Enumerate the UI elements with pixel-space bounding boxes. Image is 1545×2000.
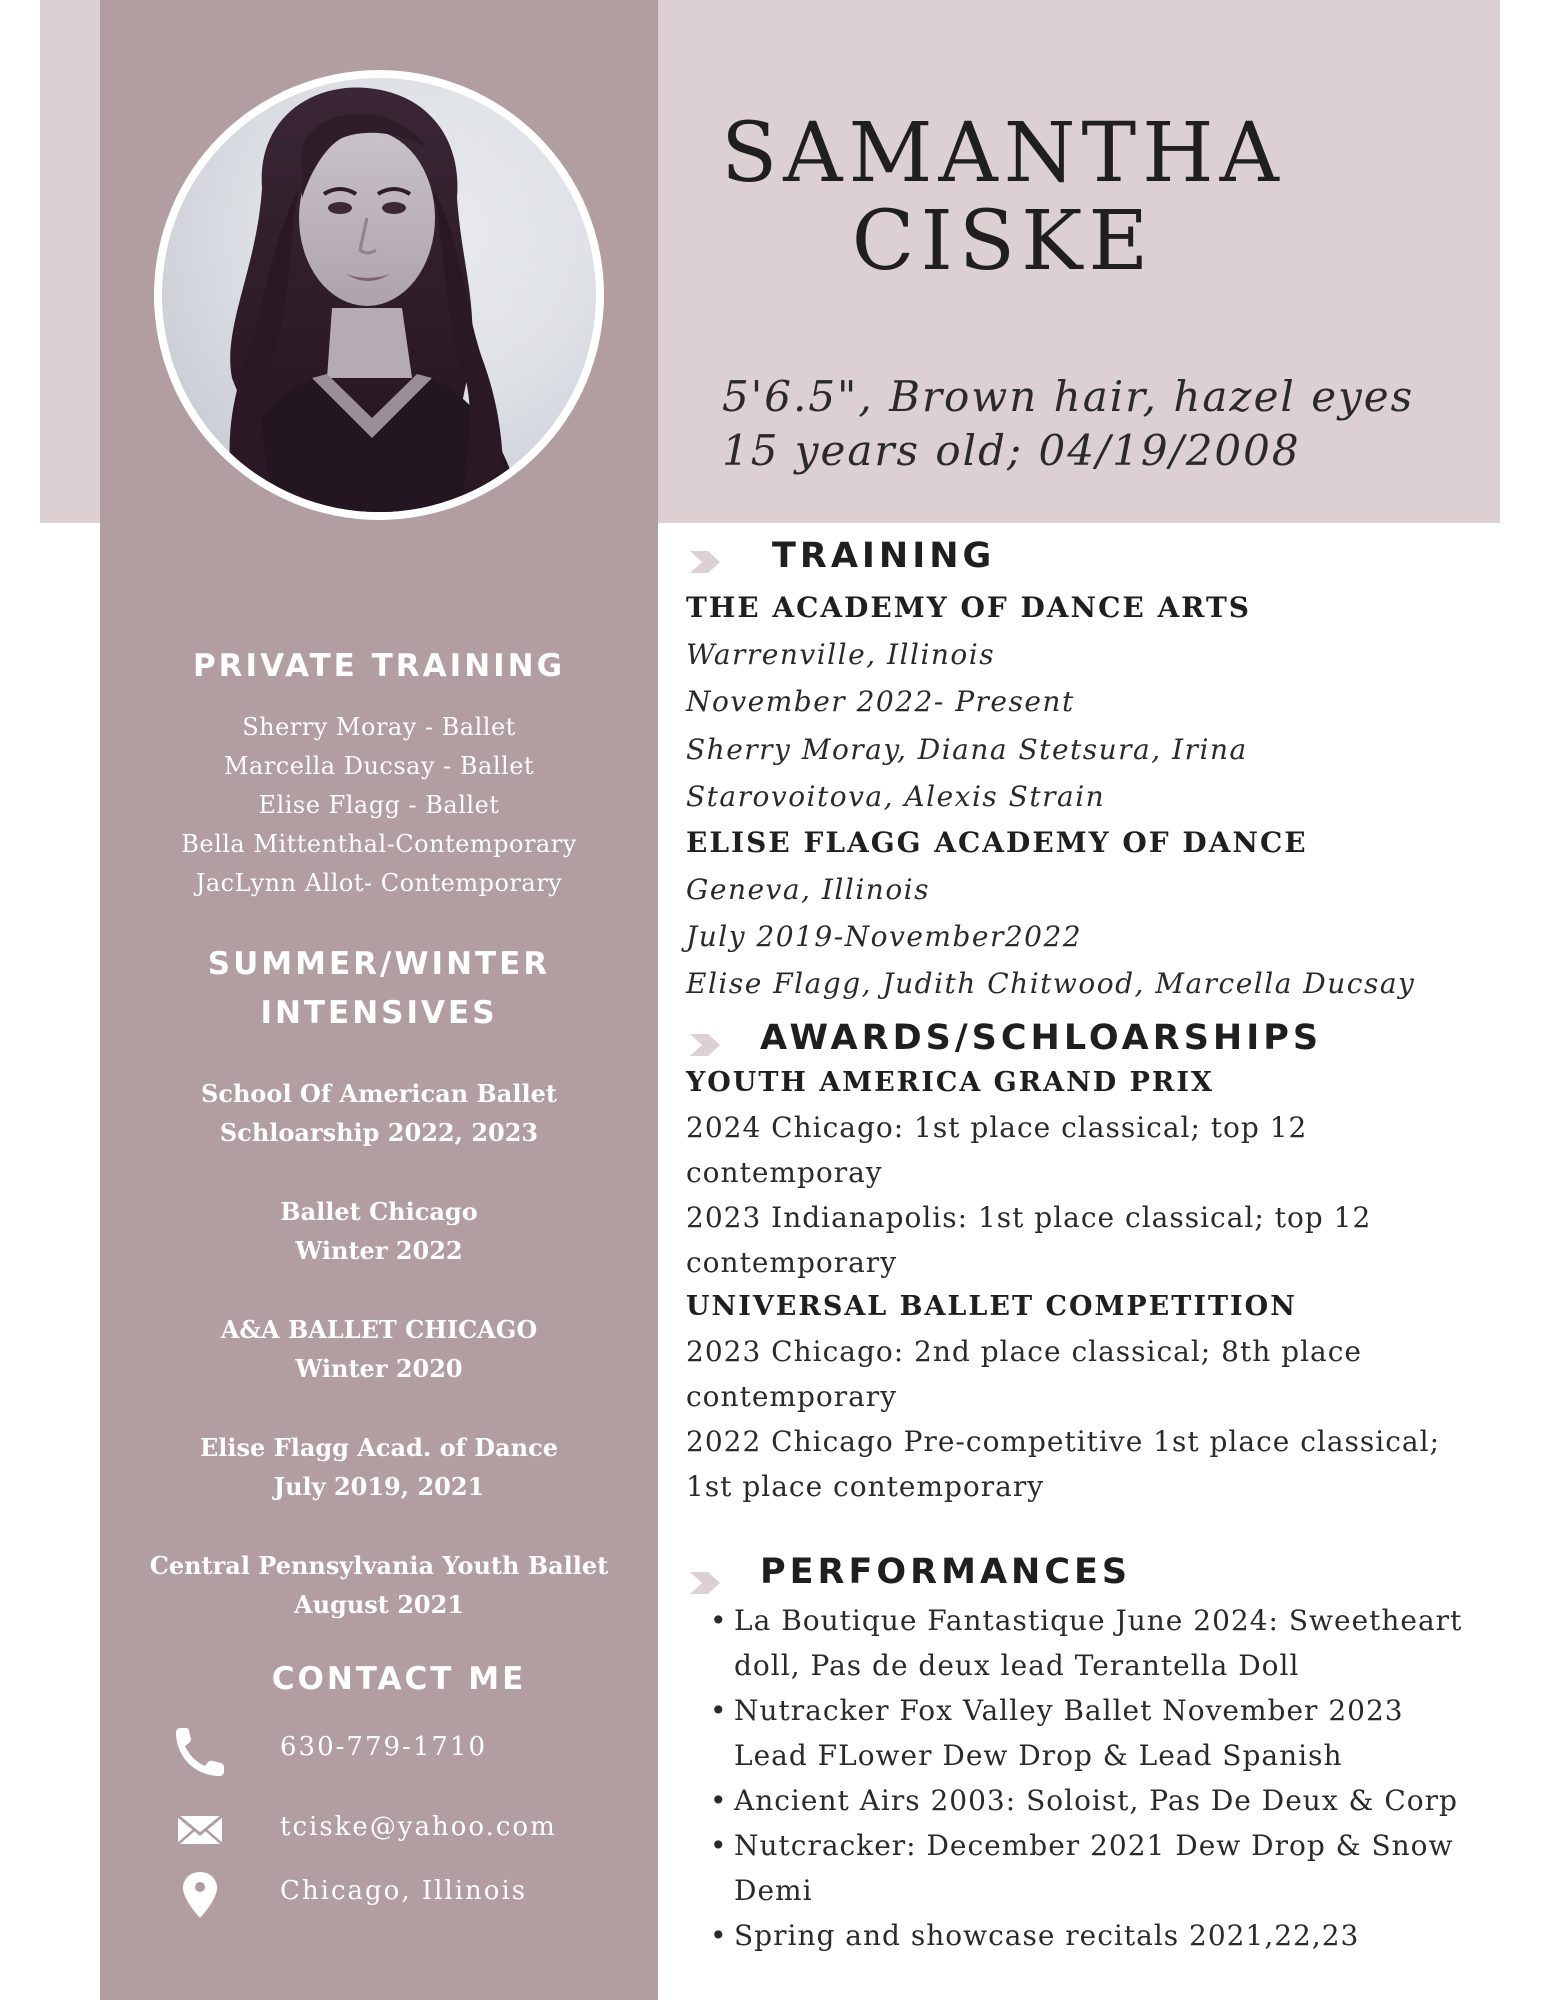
phone-number[interactable]: 630-779-1710: [280, 1732, 487, 1762]
phone-icon: [170, 1726, 230, 1776]
awards-title: AWARDS/SCHLOARSHIPS: [760, 1018, 1323, 1058]
list-item: Bella Mittenthal-Contemporary: [181, 830, 577, 858]
list-item: [710, 1688, 1480, 1778]
list-item: [710, 1823, 1480, 1913]
intensive-date: Winter 2020: [295, 1354, 463, 1383]
contact-phone[interactable]: [170, 1726, 650, 1776]
school-teachers: Elise Flagg, Judith Chitwood, Marcella Ducsay: [686, 967, 1416, 1000]
intensive-item: [100, 1428, 658, 1506]
award-line: contemporary: [686, 1246, 898, 1279]
performance-line: • La Boutique Fantastique June 2024: Sweetheart: [734, 1604, 1463, 1637]
school-teachers: Sherry Moray, Diana Stetsura, Irina: [686, 733, 1248, 766]
intensive-item: [100, 1074, 658, 1152]
school-location: Geneva, Illinois: [686, 873, 930, 906]
intensive-item: [100, 1546, 658, 1624]
list-item: Elise Flagg - Ballet: [258, 791, 500, 819]
school-location: Warrenville, Illinois: [686, 638, 996, 671]
list-item: Sherry Moray - Ballet: [242, 713, 516, 741]
list-item: Marcella Ducsay - Ballet: [223, 752, 535, 780]
intensive-name: Ballet Chicago: [280, 1197, 478, 1226]
contact-location: [170, 1870, 650, 1920]
contact-title: CONTACT ME: [271, 1661, 527, 1697]
intensives-title: [100, 940, 658, 1038]
performance-line: • Nutcracker: December 2021 Dew Drop & Snow: [734, 1829, 1454, 1862]
intensive-date: Schloarship 2022, 2023: [219, 1118, 539, 1147]
intensives-title-line1: SUMMER/WINTER: [207, 946, 551, 982]
competition-name: YOUTH AMERICA GRAND PRIX: [686, 1067, 1214, 1098]
award-line: contemporay: [686, 1156, 883, 1189]
competition-name: UNIVERSAL BALLET COMPETITION: [686, 1291, 1297, 1322]
award-line: 2023 Chicago: 2nd place classical; 8th place: [686, 1335, 1362, 1368]
performances-list: [710, 1598, 1480, 1958]
intensive-name: Central Pennsylvania Youth Ballet: [149, 1551, 609, 1580]
chevron-arrow-icon: [688, 1030, 728, 1060]
list-item: JacLynn Allot- Contemporary: [195, 869, 563, 897]
envelope-icon: [170, 1806, 230, 1856]
intensives-title-line2: INTENSIVES: [260, 995, 498, 1031]
performance-line: doll, Pas de deux lead Terantella Doll: [734, 1649, 1300, 1682]
private-training-title: PRIVATE TRAINING: [192, 648, 566, 684]
contact-email[interactable]: [170, 1806, 650, 1856]
award-line: 1st place contemporary: [686, 1470, 1045, 1503]
school-dates: July 2019-November2022: [686, 920, 1083, 953]
performance-line: • Ancient Airs 2003: Soloist, Pas De Deux & Corp: [734, 1784, 1458, 1817]
chevron-arrow-icon: [688, 1568, 728, 1598]
list-item: [710, 1778, 1480, 1823]
chevron-arrow-icon: [688, 547, 728, 577]
school-name: THE ACADEMY OF DANCE ARTS: [686, 591, 1252, 624]
list-item: [710, 1913, 1480, 1958]
award-line: 2024 Chicago: 1st place classical; top 12: [686, 1111, 1308, 1144]
map-pin-icon: [170, 1870, 230, 1920]
school-dates: November 2022- Present: [686, 685, 1075, 718]
award-line: 2023 Indianapolis: 1st place classical; top 12: [686, 1201, 1372, 1234]
school-teachers-cont: Starovoitova, Alexis Strain: [686, 780, 1106, 813]
performance-line: • Spring and showcase recitals 2021,22,23: [734, 1919, 1360, 1952]
intensive-name: A&A BALLET CHICAGO: [220, 1315, 538, 1344]
intensive-item: [100, 1310, 658, 1388]
location-text: Chicago, Illinois: [280, 1876, 528, 1906]
performance-line: • Nutracker Fox Valley Ballet November 2023: [734, 1694, 1404, 1727]
private-training-list: [100, 708, 658, 903]
intensive-date: July 2019, 2021: [273, 1472, 485, 1501]
intensive-date: Winter 2022: [295, 1236, 463, 1265]
award-line: 2022 Chicago Pre-competitive 1st place classical;: [686, 1425, 1441, 1458]
email-address[interactable]: tciske@yahoo.com: [280, 1812, 557, 1842]
first-name: SAMANTHA: [721, 106, 1285, 201]
performances-title: PERFORMANCES: [760, 1552, 1132, 1592]
award-line: contemporary: [686, 1380, 898, 1413]
profile-photo: [162, 78, 596, 512]
list-item: [710, 1598, 1480, 1688]
training-title: TRAINING: [772, 536, 996, 576]
intensive-date: August 2021: [293, 1590, 465, 1619]
full-name: [658, 106, 1348, 289]
performance-line: Demi: [734, 1874, 813, 1907]
portrait-illustration: [162, 78, 596, 512]
intensive-item: [100, 1192, 658, 1270]
intensive-name: School Of American Ballet: [201, 1079, 557, 1108]
stats-line-physical: 5'6.5", Brown hair, hazel eyes: [722, 372, 1415, 421]
intensive-name: Elise Flagg Acad. of Dance: [200, 1433, 558, 1462]
school-name: ELISE FLAGG ACADEMY OF DANCE: [686, 826, 1308, 859]
stats-line-age: 15 years old; 04/19/2008: [722, 426, 1301, 475]
last-name: CISKE: [851, 194, 1155, 289]
personal-stats: [722, 370, 1482, 478]
performance-line: Lead FLower Dew Drop & Lead Spanish: [734, 1739, 1343, 1772]
